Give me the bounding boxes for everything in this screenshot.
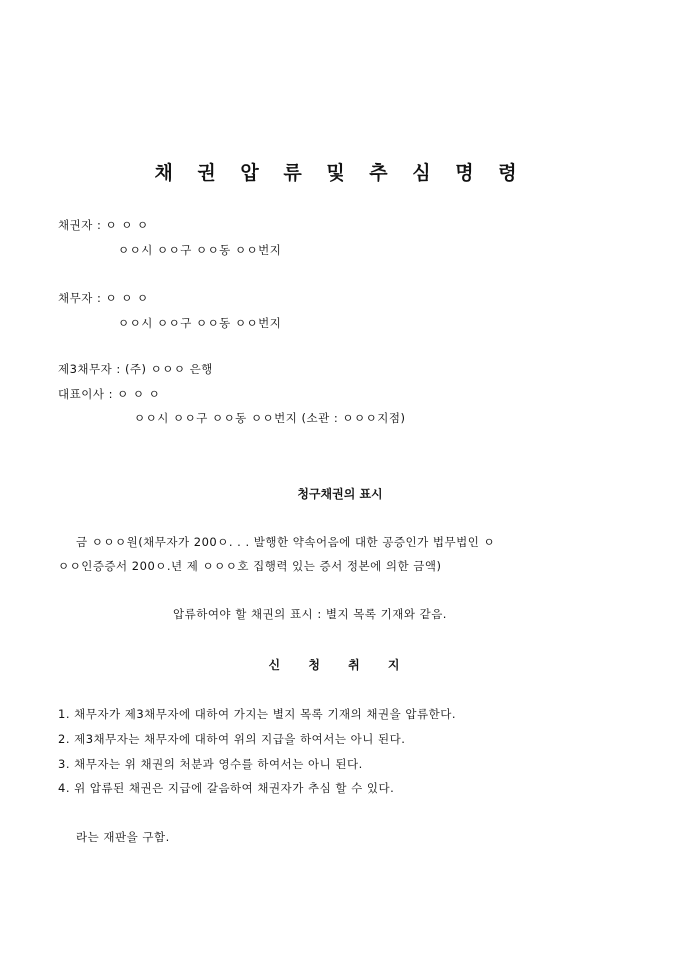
third-debtor-address: ㅇㅇ시 ㅇㅇ구 ㅇㅇ동 ㅇㅇ번지 (소관 : ㅇㅇㅇ지점) xyxy=(134,411,406,425)
purpose-item-2: 2. 제3채무자는 채무자에 대하여 위의 지급을 하여서는 아니 된다. xyxy=(58,732,406,746)
representative-line: 대표이사 : ㅇ ㅇ ㅇ xyxy=(58,387,161,401)
document-title: 채 권 압 류 및 추 심 명 령 xyxy=(154,162,526,184)
purpose-item-1: 1. 채무자가 제3채무자에 대하여 가지는 별지 목록 기재의 채권을 압류한다. xyxy=(58,707,457,721)
claim-heading: 청구채권의 표시 xyxy=(297,487,383,501)
closing-line: 라는 재판을 구함. xyxy=(76,830,170,844)
creditor-address: ㅇㅇ시 ㅇㅇ구 ㅇㅇ동 ㅇㅇ번지 xyxy=(118,243,282,257)
debtor-address: ㅇㅇ시 ㅇㅇ구 ㅇㅇ동 ㅇㅇ번지 xyxy=(118,316,282,330)
seized-claim-line: 압류하여야 할 채권의 표시 : 별지 목록 기재와 같음. xyxy=(173,607,447,621)
debtor-line: 채무자 : ㅇ ㅇ ㅇ xyxy=(58,291,149,305)
purpose-heading: 신 청 취 지 xyxy=(268,658,412,672)
purpose-item-4: 4. 위 압류된 채권은 지급에 갈음하여 채권자가 추심 할 수 있다. xyxy=(58,781,395,795)
claim-text-line-1: 금 ㅇㅇㅇ원(채무자가 200ㅇ. . . 발행한 약속어음에 대한 공증인가 법무법인 ㅇ xyxy=(76,535,496,549)
purpose-item-3: 3. 채무자는 위 채권의 처분과 영수를 하여서는 아니 된다. xyxy=(58,757,363,771)
creditor-line: 채권자 : ㅇ ㅇ ㅇ xyxy=(58,218,149,232)
claim-text-line-2: ㅇㅇ인증증서 200ㅇ.년 제 ㅇㅇㅇ호 집행력 있는 증서 정본에 의한 금액) xyxy=(58,559,442,573)
third-debtor-line: 제3채무자 : (주) ㅇㅇㅇ 은행 xyxy=(58,362,213,376)
